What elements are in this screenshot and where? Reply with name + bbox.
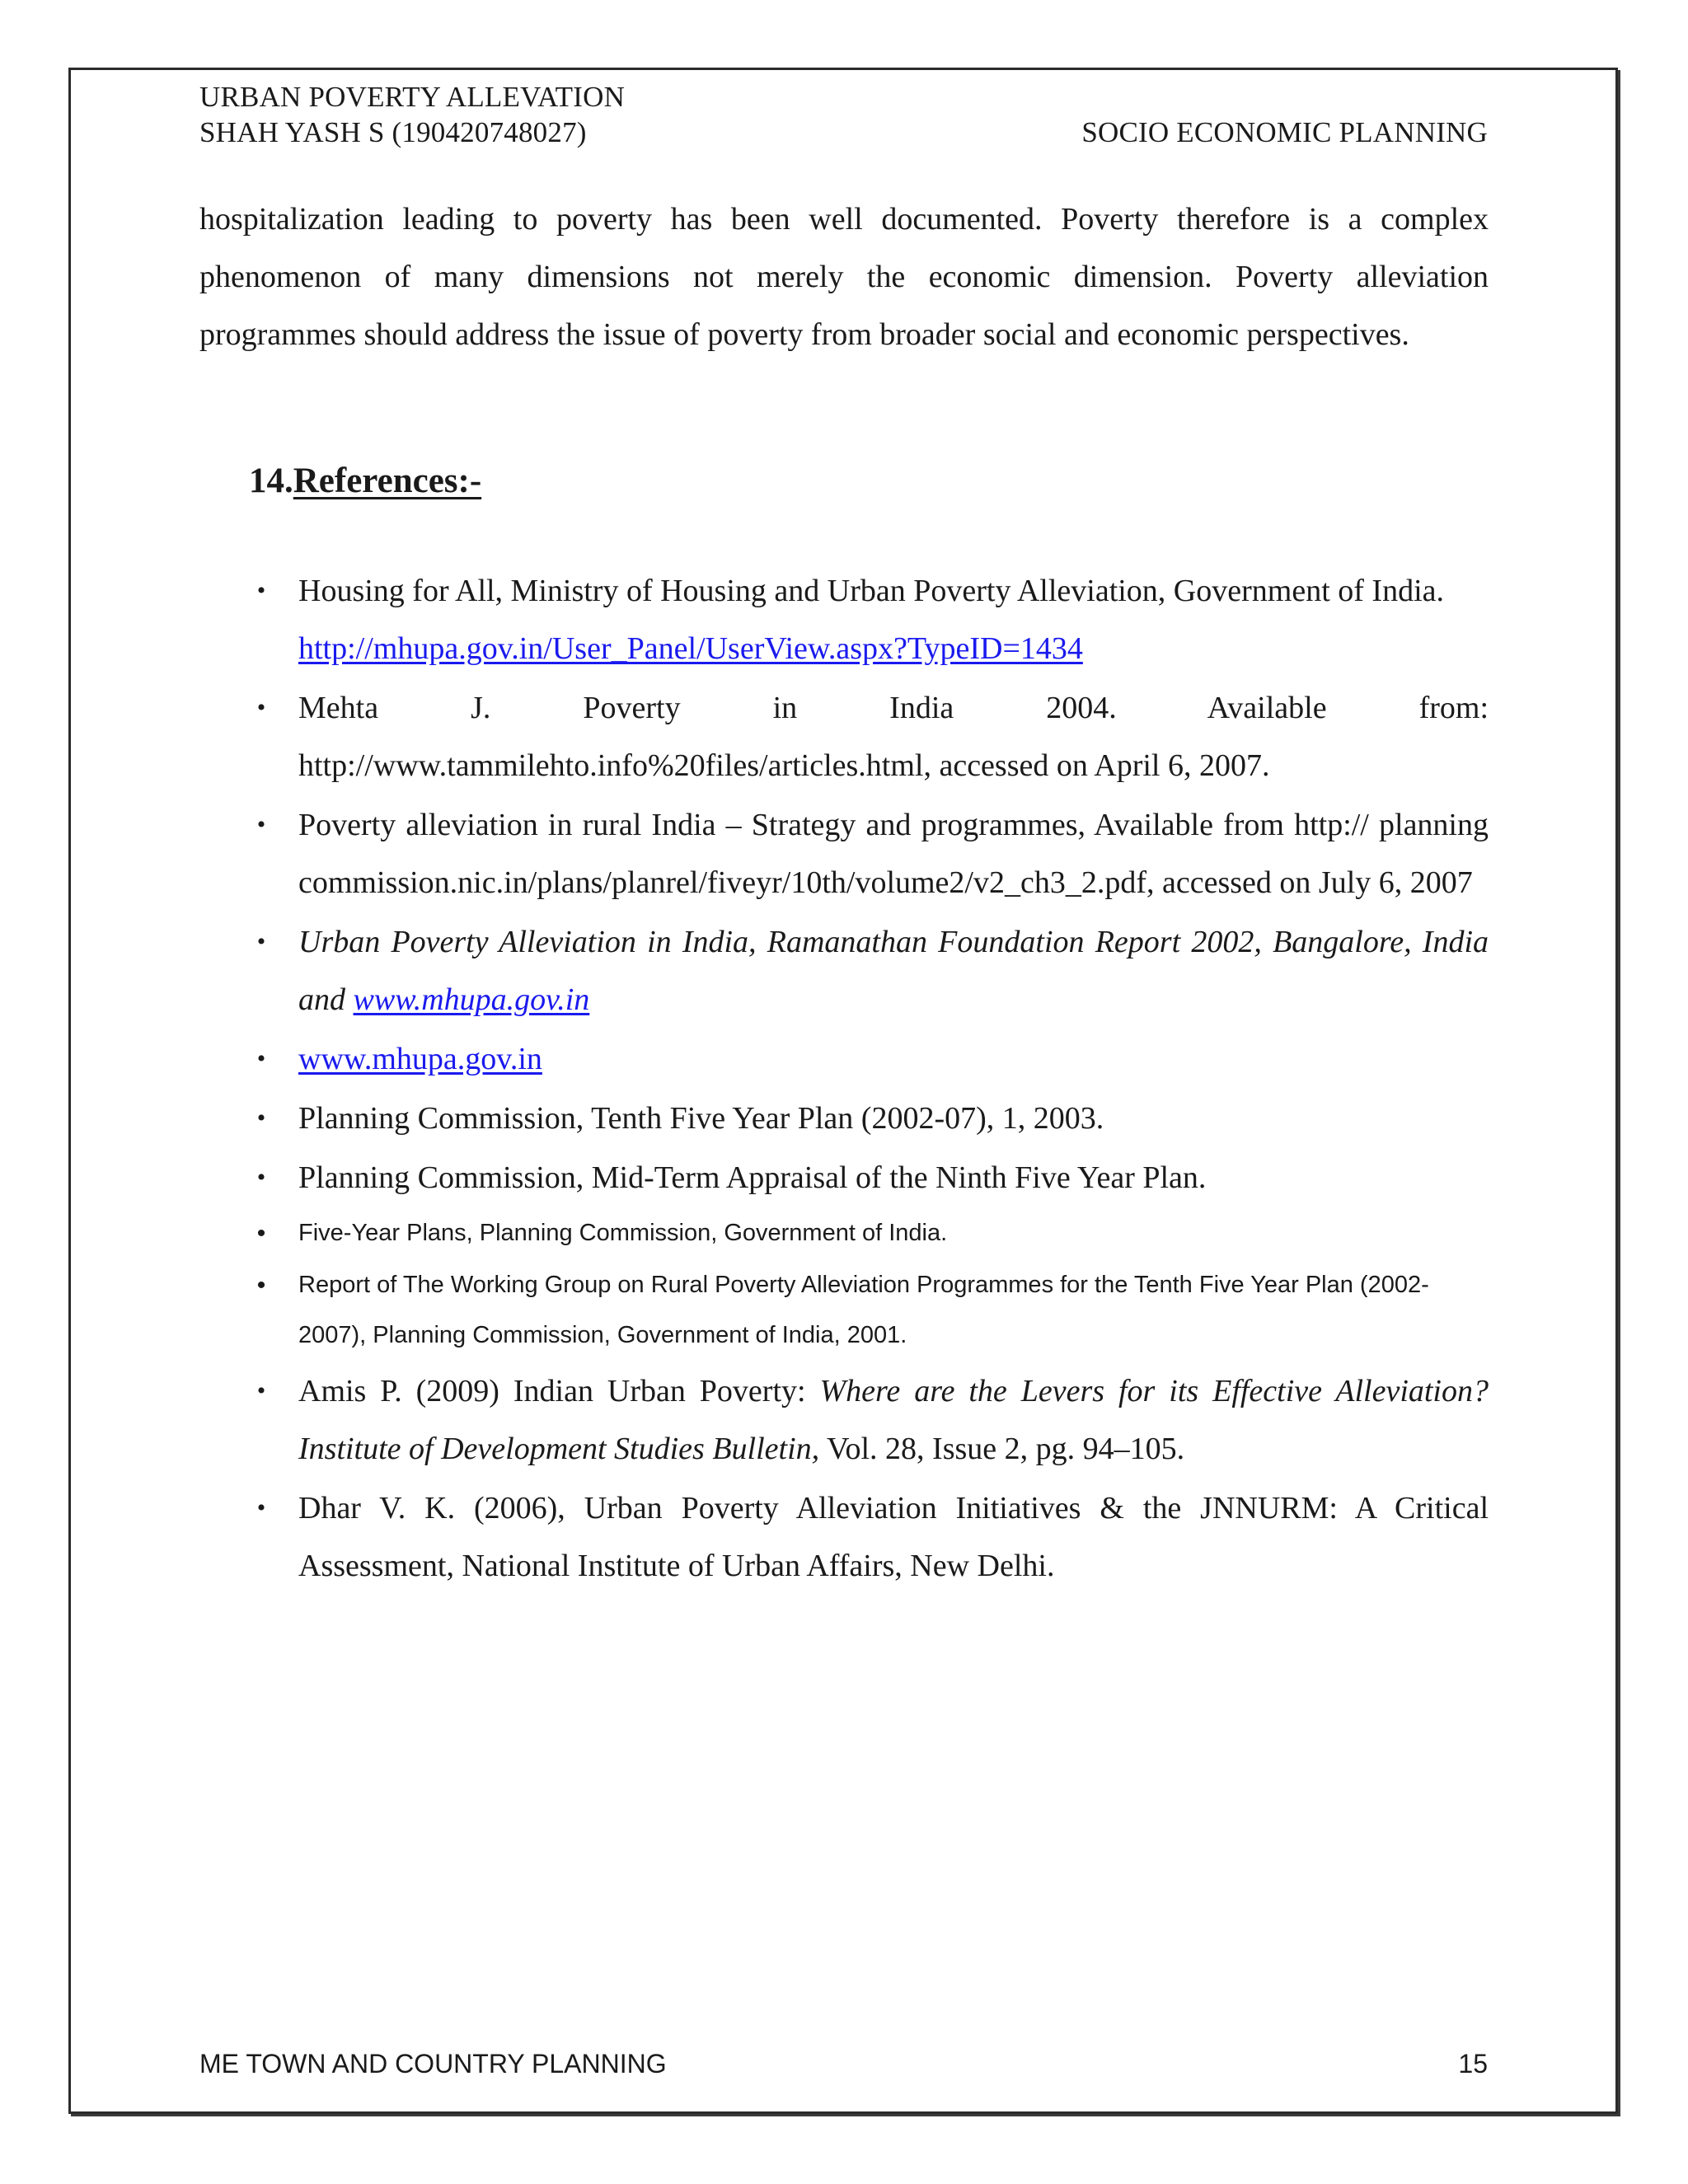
- bullet-icon: •: [256, 577, 266, 604]
- reference-text-italic: Where are the Levers for its Effective Alleviation? Institute of Development Studies Bulletin,: [298, 1374, 1489, 1466]
- reference-link[interactable]: www.mhupa.gov.in: [353, 982, 590, 1017]
- bullet-icon: •: [256, 1220, 266, 1247]
- reference-text: Urban Poverty Alleviation in India, Ramanathan Foundation Report 2002, Bangalore, India and: [298, 925, 1489, 1017]
- bullet-icon: •: [256, 928, 266, 955]
- bullet-icon: •: [256, 1045, 266, 1072]
- page-header-left: [199, 79, 625, 150]
- reference-link[interactable]: www.mhupa.gov.in: [298, 1042, 542, 1076]
- section-number: 14.: [249, 462, 293, 500]
- reference-text: Report of The Working Group on Rural Poverty Alleviation Programmes for the Tenth Five Year Plan (2002-2007), Planning Commission, Government of India, 2001.: [298, 1272, 1429, 1348]
- reference-text: Five-Year Plans, Planning Commission, Government of India.: [298, 1220, 948, 1246]
- bullet-icon: •: [256, 1272, 266, 1299]
- reference-text: http://www.tammilehto.info%20files/articles.html, accessed on April 6, 2007.: [298, 748, 1270, 783]
- reference-text: Vol. 28, Issue 2, pg. 94–105.: [819, 1432, 1185, 1466]
- bullet-icon: •: [256, 1104, 266, 1132]
- bullet-icon: •: [256, 1377, 266, 1404]
- reference-item: [249, 796, 1489, 912]
- bullet-icon: •: [256, 1164, 266, 1191]
- reference-item: [249, 1479, 1489, 1595]
- reference-item: [249, 1149, 1489, 1207]
- reference-item: [249, 1208, 1489, 1258]
- reference-text: Amis P. (2009) Indian Urban Poverty:: [298, 1374, 820, 1408]
- reference-item: [249, 1030, 1489, 1088]
- reference-item: [249, 913, 1489, 1029]
- reference-text: Housing for All, Ministry of Housing and Urban Poverty Alleviation, Government of India.: [298, 574, 1444, 608]
- reference-text: Planning Commission, Tenth Five Year Plan (2002-07), 1, 2003.: [298, 1101, 1104, 1136]
- bullet-icon: •: [256, 1494, 266, 1521]
- header-title: URBAN POVERTY ALLEVATION: [199, 81, 626, 113]
- header-author: SHAH YASH S (190420748027): [199, 116, 587, 148]
- bullet-icon: •: [256, 694, 266, 721]
- reference-text: Dhar V. K. (2006), Urban Poverty Alleviation Initiatives & the JNNURM: A Critical Assessment, National Institute of Urban Affairs, New Delhi.: [298, 1491, 1489, 1583]
- reference-item: [249, 1090, 1489, 1147]
- bullet-icon: •: [256, 811, 266, 838]
- header-subject: SOCIO ECONOMIC PLANNING: [1081, 116, 1488, 148]
- intro-paragraph: hospitalization leading to poverty has been well documented. Poverty therefore is a complex phenomenon of many dimensions not merely the economic dimension. Poverty alleviation programmes should address the issue of poverty from broader social and economic perspectives.: [199, 202, 1489, 352]
- page-number: 15: [1458, 2049, 1488, 2079]
- reference-text: Planning Commission, Mid-Term Appraisal of the Ninth Five Year Plan.: [298, 1160, 1207, 1195]
- footer-course: ME TOWN AND COUNTRY PLANNING: [199, 2049, 667, 2079]
- reference-text: Mehta J. Poverty in India 2004. Available from:: [298, 691, 1489, 725]
- references-list: [249, 562, 1489, 1596]
- reference-item: [249, 679, 1489, 794]
- reference-item: [249, 1362, 1489, 1478]
- section-title: References:-: [293, 462, 482, 500]
- reference-item: [249, 562, 1489, 677]
- reference-text: Poverty alleviation in rural India – Strategy and programmes, Available from http:// planning commission.nic.in/plans/planrel/fiveyr/10th/volume2/v2_ch3_2.pdf, accessed on July 6, 2007: [298, 808, 1489, 900]
- section-heading: [249, 457, 481, 506]
- reference-item: [249, 1260, 1489, 1361]
- reference-link[interactable]: http://mhupa.gov.in/User_Panel/UserView.aspx?TypeID=1434: [298, 631, 1083, 666]
